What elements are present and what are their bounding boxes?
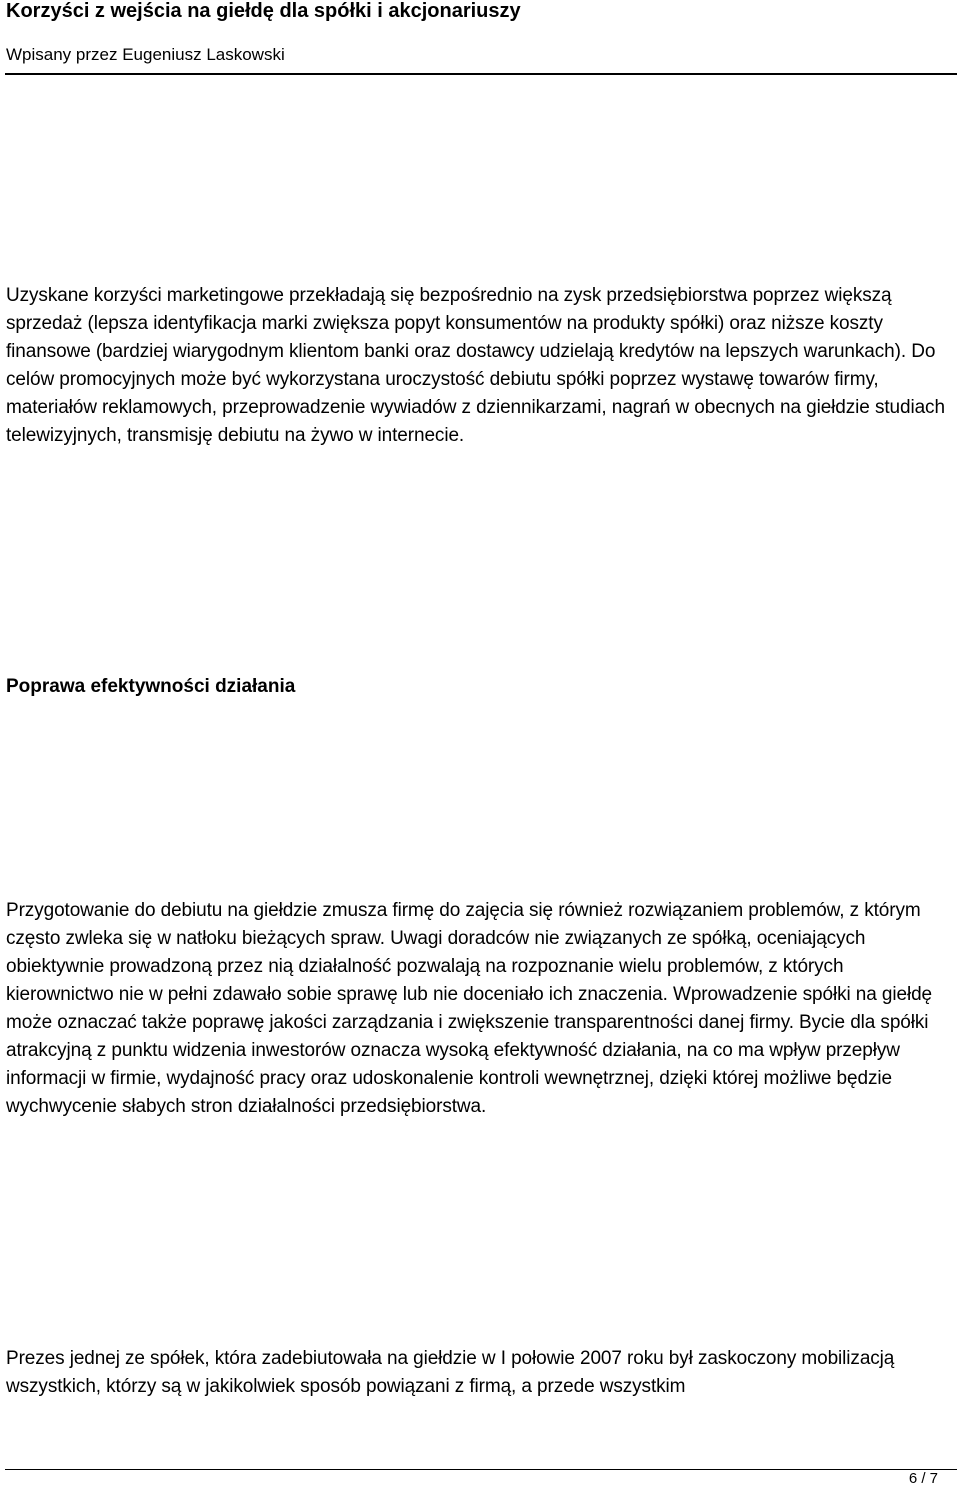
page-number: 6 / 7 bbox=[908, 1470, 938, 1487]
body-paragraph-president: Prezes jednej ze spółek, która zadebiutowała na giełdzie w I połowie 2007 roku był zaskoczony mobilizacją wszystkich, którzy są w jakikolwiek sposób powiązani z firmą, a przede wszystkim bbox=[6, 1348, 895, 1397]
body-paragraph-efficiency: Przygotowanie do debiutu na giełdzie zmusza firmę do zajęcia się również rozwiązaniem problemów, z którym często zwleka się w natłoku bieżących spraw. Uwagi doradców nie związanych ze spółką, oceniających obiektywnie prowadzoną przez nią działalność pozwalają na rozpoznanie wielu problemów, z których kierownictwo nie w pełni zdawało sobie sprawę lub nie doceniało ich znaczenia. Wprowadzenie spółki na giełdę może oznaczać także poprawę jakości zarządzania i zwiększenie transparentności danej firmy. Bycie dla spółki atrakcyjną z punktu widzenia inwestorów oznacza wysoką efektywność działania, na co ma wpływ przepływ informacji w firmie, wydajność pracy oraz udoskonalenie kontroli wewnętrznej, dzięki której możliwe będzie wychwycenie słabych stron działalności przedsiębiorstwa. bbox=[6, 900, 933, 1117]
footer-divider bbox=[5, 1469, 957, 1470]
body-paragraph-marketing: Uzyskane korzyści marketingowe przekładają się bezpośrednio na zysk przedsiębiorstwa poprzez większą sprzedaż (lepsza identyfikacja marki zwiększa popyt konsumentów na produkty spółki) oraz niższe koszty finansowe (bardziej wiarygodnym klientom banki oraz dostawcy udzielają kredytów na lepszych warunkach). Do celów promocyjnych może być wykorzystana uroczystość debiutu spółki poprzez wystawę towarów firmy, materiałów reklamowych, przeprowadzenie wywiadów z dziennikarzami, nagrań w obecnych na giełdzie studiach telewizyjnych, transmisję debiutu na żywo w internecie. bbox=[6, 285, 945, 446]
section-heading: Poprawa efektywności działania bbox=[6, 676, 296, 697]
document-title: Korzyści z wejścia na giełdę dla spółki i akcjonariuszy bbox=[6, 0, 521, 22]
author-line: Wpisany przez Eugeniusz Laskowski bbox=[6, 45, 285, 64]
header-divider bbox=[5, 73, 957, 75]
